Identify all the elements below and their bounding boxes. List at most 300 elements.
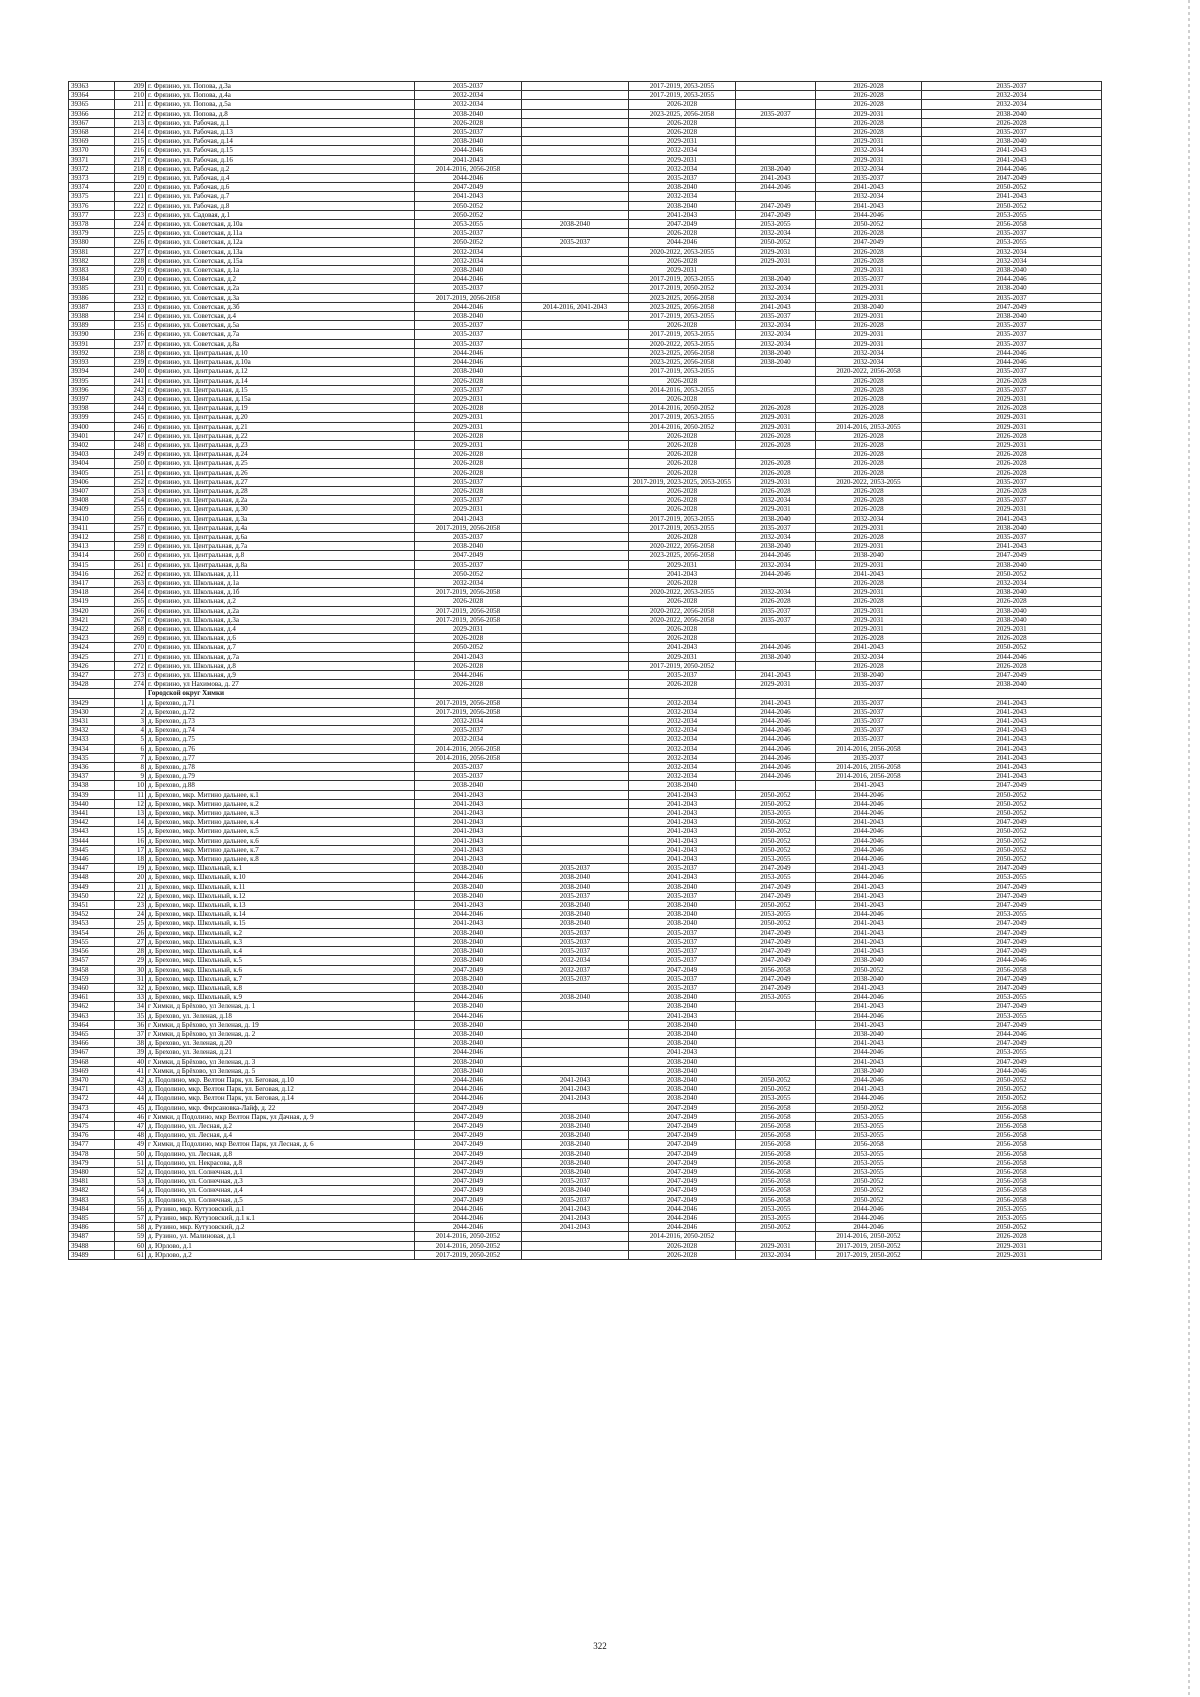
period-4: 2056-2058 [736,1121,816,1130]
period-2: 2038-2040 [522,1121,629,1130]
period-3: 2047-2049 [629,1103,736,1112]
period-3: 2035-2037 [629,864,736,873]
period-2 [522,91,629,100]
row-number: 13 [115,809,146,818]
period-2 [522,385,629,394]
table-row [69,1223,1102,1232]
address: г Химки, д Подолино, мкр Велтон Парк, ул Лесная, д. 6 [146,1140,415,1149]
period-1: 2035-2037 [415,496,522,505]
row-number: 2 [115,707,146,716]
period-2 [522,413,629,422]
period-3: 2023-2025, 2056-2058 [629,348,736,357]
period-2: 2038-2040 [522,1140,629,1149]
period-4: 2032-2034 [736,321,816,330]
period-3: 2017-2019, 2050-2052 [629,661,736,670]
period-2 [522,210,629,219]
period-5: 2029-2031 [816,284,922,293]
period-2: 2038-2040 [522,1131,629,1140]
period-3: 2017-2019, 2053-2055 [629,275,736,284]
period-2: 2038-2040 [522,1186,629,1195]
record-id: 39366 [69,109,115,118]
period-5: 2041-2043 [816,983,922,992]
period-1: 2014-2016, 2056-2058 [415,744,522,753]
period-5: 2044-2046 [816,836,922,845]
table-row [69,1029,1102,1038]
address: д. Подолино, ул. Солнечная, д.1 [146,1167,415,1176]
table-row [69,634,1102,643]
period-6: 2038-2040 [922,680,1102,689]
period-6: 2050-2052 [922,643,1102,652]
record-id: 39459 [69,974,115,983]
period-1: 2047-2049 [415,1121,522,1130]
period-1: 2026-2028 [415,450,522,459]
period-5: 2029-2031 [816,588,922,597]
period-4: 2053-2055 [736,809,816,818]
period-6: 2047-2049 [922,671,1102,680]
table-row [69,376,1102,385]
address: г. Фрязино, ул. Школьная, д.9 [146,671,415,680]
period-4 [736,1039,816,1048]
address: г. Фрязино, ул. Советская, д.5а [146,321,415,330]
record-id: 39371 [69,155,115,164]
address: г Химки, д Брёхово, ул Зеленая, д. 2 [146,1029,415,1038]
period-6: 2038-2040 [922,588,1102,597]
table-row [69,882,1102,891]
record-id: 39471 [69,1085,115,1094]
period-6: 2047-2049 [922,1020,1102,1029]
row-number [115,689,146,698]
period-4: 2044-2046 [736,726,816,735]
period-4: 2026-2028 [736,597,816,606]
address: г. Фрязино, ул. Советская, д.7а [146,330,415,339]
period-3: 2029-2031 [629,652,736,661]
address: г. Фрязино, ул. Центральная, д.20 [146,413,415,422]
record-id: 39478 [69,1149,115,1158]
period-3: 2041-2043 [629,836,736,845]
table-row [69,928,1102,937]
period-1: 2014-2016, 2056-2058 [415,164,522,173]
period-4: 2038-2040 [736,348,816,357]
period-3: 2047-2049 [629,1131,736,1140]
record-id: 39440 [69,799,115,808]
period-6: 2035-2037 [922,128,1102,137]
table-row [69,220,1102,229]
table-row [69,367,1102,376]
period-6: 2026-2028 [922,468,1102,477]
table-row [69,763,1102,772]
period-4 [736,661,816,670]
address: г. Фрязино, ул. Центральная, д.21 [146,422,415,431]
record-id: 39445 [69,845,115,854]
table-row [69,339,1102,348]
table-row [69,818,1102,827]
period-2 [522,440,629,449]
period-2 [522,606,629,615]
period-5: 2044-2046 [816,845,922,854]
period-1: 2047-2049 [415,183,522,192]
row-number: 57 [115,1213,146,1222]
period-1: 2038-2040 [415,542,522,551]
period-5: 2026-2028 [816,634,922,643]
table-row [69,440,1102,449]
table-row [69,864,1102,873]
period-4: 2050-2052 [736,836,816,845]
period-5: 2053-2055 [816,1158,922,1167]
address: д. Брехово, мкр. Школьный, к.8 [146,983,415,992]
period-1: 2047-2049 [415,1131,522,1140]
period-3: 2041-2043 [629,818,736,827]
period-5: 2041-2043 [816,864,922,873]
period-1: 2029-2031 [415,505,522,514]
period-1: 2035-2037 [415,726,522,735]
period-2 [522,256,629,265]
period-4: 2053-2055 [736,993,816,1002]
period-3: 2020-2022, 2056-2058 [629,542,736,551]
period-5: 2044-2046 [816,827,922,836]
table-row [69,201,1102,210]
address: г. Фрязино, ул. Школьная, д.2а [146,606,415,615]
period-4: 2026-2028 [736,404,816,413]
row-number: 232 [115,293,146,302]
address: д. Брехово, мкр. Школьный, к.15 [146,919,415,928]
period-1: 2038-2040 [415,1002,522,1011]
row-number: 48 [115,1131,146,1140]
table-row [69,744,1102,753]
period-4: 2035-2037 [736,312,816,321]
period-2: 2041-2043 [522,1085,629,1094]
period-3: 2020-2022, 2056-2058 [629,606,736,615]
period-1: 2038-2040 [415,1066,522,1075]
period-6: 2047-2049 [922,1057,1102,1066]
record-id: 39489 [69,1250,115,1259]
period-1: 2014-2016, 2050-2052 [415,1232,522,1241]
record-id: 39437 [69,772,115,781]
record-id: 39392 [69,348,115,357]
period-3: 2014-2016, 2050-2052 [629,404,736,413]
period-2 [522,726,629,735]
period-2 [522,717,629,726]
period-1: 2047-2049 [415,1140,522,1149]
table-row [69,238,1102,247]
period-4: 2050-2052 [736,790,816,799]
period-6: 2050-2052 [922,569,1102,578]
table-row [69,118,1102,127]
period-2 [522,671,629,680]
record-id: 39457 [69,956,115,965]
address: д. Брехово, д.75 [146,735,415,744]
period-6: 2047-2049 [922,1039,1102,1048]
period-1: 2026-2028 [415,661,522,670]
row-number: 273 [115,671,146,680]
record-id: 39432 [69,726,115,735]
period-6: 2053-2055 [922,873,1102,882]
period-6: 2032-2034 [922,91,1102,100]
period-6: 2041-2043 [922,146,1102,155]
row-number: 3 [115,717,146,726]
period-2 [522,284,629,293]
period-6: 2029-2031 [922,505,1102,514]
period-3: 2020-2022, 2053-2055 [629,339,736,348]
period-5: 2044-2046 [816,1213,922,1222]
table-row [69,100,1102,109]
period-2 [522,514,629,523]
period-1: 2044-2046 [415,146,522,155]
address: г. Фрязино, ул. Центральная, д.27 [146,477,415,486]
table-row [69,983,1102,992]
record-id: 39487 [69,1232,115,1241]
period-4: 2026-2028 [736,486,816,495]
record-id: 39378 [69,220,115,229]
period-3: 2026-2028 [629,1241,736,1250]
record-id: 39388 [69,312,115,321]
record-id: 39377 [69,210,115,219]
record-id: 39402 [69,440,115,449]
period-3: 2023-2025, 2056-2058 [629,302,736,311]
period-6: 2047-2049 [922,882,1102,891]
period-5: 2026-2028 [816,385,922,394]
row-number: 249 [115,450,146,459]
period-3: 2029-2031 [629,137,736,146]
period-1: 2050-2052 [415,210,522,219]
row-number: 231 [115,284,146,293]
period-6: 2056-2058 [922,1177,1102,1186]
period-5: 2026-2028 [816,459,922,468]
address: г. Фрязино, ул. Рабочая, д.4 [146,174,415,183]
row-number: 56 [115,1204,146,1213]
table-row [69,1057,1102,1066]
period-3: 2032-2034 [629,707,736,716]
period-3: 2038-2040 [629,919,736,928]
period-2 [522,523,629,532]
period-1: 2038-2040 [415,983,522,992]
row-number: 251 [115,468,146,477]
period-1: 2044-2046 [415,302,522,311]
period-5: 2032-2034 [816,652,922,661]
record-id: 39406 [69,477,115,486]
period-3: 2032-2034 [629,726,736,735]
period-2: 2035-2037 [522,947,629,956]
address: д. Подолино, ул. Лесная, д.2 [146,1121,415,1130]
period-2 [522,1011,629,1020]
period-1: 2044-2046 [415,358,522,367]
period-3: 2026-2028 [629,128,736,137]
record-id: 39395 [69,376,115,385]
record-id: 39451 [69,901,115,910]
record-id: 39472 [69,1094,115,1103]
period-5: 2026-2028 [816,578,922,587]
table-row [69,532,1102,541]
row-number: 28 [115,947,146,956]
period-1: 2038-2040 [415,137,522,146]
period-6: 2056-2058 [922,1121,1102,1130]
period-3: 2026-2028 [629,118,736,127]
row-number: 10 [115,781,146,790]
address: г. Фрязино, ул. Попова, д.3а [146,82,415,91]
period-3: 2032-2034 [629,698,736,707]
period-5: 2017-2019, 2050-2052 [816,1250,922,1259]
period-2: 2032-2037 [522,965,629,974]
period-1: 2014-2016, 2056-2058 [415,753,522,762]
record-id: 39449 [69,882,115,891]
period-5: 2017-2019, 2050-2052 [816,1241,922,1250]
period-5: 2041-2043 [816,183,922,192]
period-6: 2056-2058 [922,1112,1102,1121]
period-4: 2032-2034 [736,560,816,569]
period-3: 2041-2043 [629,845,736,854]
table-row [69,799,1102,808]
row-number: 34 [115,1002,146,1011]
row-number: 37 [115,1029,146,1038]
period-5: 2038-2040 [816,974,922,983]
period-4: 2029-2031 [736,477,816,486]
period-2 [522,155,629,164]
period-1: 2047-2049 [415,551,522,560]
table-row [69,873,1102,882]
period-6: 2056-2058 [922,1158,1102,1167]
table-row [69,726,1102,735]
period-5: 2026-2028 [816,413,922,422]
address: г. Фрязино, ул. Центральная, д.15 [146,385,415,394]
period-6: 2047-2049 [922,818,1102,827]
period-3: 2038-2040 [629,1020,736,1029]
period-6: 2041-2043 [922,735,1102,744]
period-1: 2044-2046 [415,1011,522,1020]
table-row [69,993,1102,1002]
period-4: 2047-2049 [736,983,816,992]
period-2 [522,183,629,192]
address: д. Брехово, мкр. Митино дальнее, к.2 [146,799,415,808]
address: г. Фрязино, ул. Школьная, д.8 [146,661,415,670]
period-2 [522,569,629,578]
period-3: 2017-2019, 2053-2055 [629,413,736,422]
period-4: 2029-2031 [736,680,816,689]
record-id: 39476 [69,1131,115,1140]
scan-edge [1188,0,1190,1697]
period-1: 2041-2043 [415,827,522,836]
period-3: 2032-2034 [629,735,736,744]
period-6: 2035-2037 [922,82,1102,91]
period-1: 2047-2049 [415,1158,522,1167]
period-5: 2029-2031 [816,330,922,339]
table-row [69,698,1102,707]
address: г. Фрязино, ул. Школьная, д.1б [146,588,415,597]
row-number: 220 [115,183,146,192]
period-4: 2044-2046 [736,569,816,578]
period-2 [522,358,629,367]
period-2: 2038-2040 [522,1158,629,1167]
address: г Химки, д Брёхово, ул Зеленая, д. 5 [146,1066,415,1075]
address: д. Брехово, мкр. Школьный, к.9 [146,993,415,1002]
period-6: 2026-2028 [922,486,1102,495]
period-6: 2026-2028 [922,459,1102,468]
period-3: 2026-2028 [629,496,736,505]
period-4: 2044-2046 [736,717,816,726]
period-5: 2044-2046 [816,799,922,808]
table-row [69,1186,1102,1195]
period-4: 2047-2049 [736,947,816,956]
row-number: 221 [115,192,146,201]
period-4: 2026-2028 [736,440,816,449]
period-1: 2047-2049 [415,1186,522,1195]
period-3: 2026-2028 [629,256,736,265]
address: д. Брехово, д.71 [146,698,415,707]
period-4 [736,1048,816,1057]
period-3: 2032-2034 [629,772,736,781]
period-5: 2029-2031 [816,312,922,321]
table-row [69,680,1102,689]
address: д. Брехово, мкр. Митино дальнее, к.6 [146,836,415,845]
period-1: 2029-2031 [415,624,522,633]
table-row [69,275,1102,284]
period-5: 2053-2055 [816,1131,922,1140]
address: г. Фрязино, ул. Школьная, д.4 [146,624,415,633]
table-row [69,790,1102,799]
address: д. Подолино, мкр. Велтон Парк, ул. Беговая, д.12 [146,1085,415,1094]
period-2 [522,1039,629,1048]
period-5: 2026-2028 [816,247,922,256]
row-number: 237 [115,339,146,348]
table-row [69,174,1102,183]
period-3: 2026-2028 [629,1250,736,1259]
period-3: 2041-2043 [629,873,736,882]
period-5: 2014-2016, 2056-2058 [816,744,922,753]
row-number: 53 [115,1177,146,1186]
record-id: 39386 [69,293,115,302]
period-2: 2035-2037 [522,928,629,937]
address: г. Фрязино, ул. Советская, д.3а [146,293,415,302]
period-2: 2035-2037 [522,937,629,946]
period-3: 2035-2037 [629,671,736,680]
period-6: 2050-2052 [922,855,1102,864]
table-row [69,1048,1102,1057]
row-number: 43 [115,1085,146,1094]
period-3: 2014-2016, 2053-2055 [629,385,736,394]
table-row [69,256,1102,265]
record-id: 39405 [69,468,115,477]
row-number: 239 [115,358,146,367]
period-4: 2032-2034 [736,330,816,339]
period-3: 2017-2019, 2053-2055 [629,523,736,532]
period-2 [522,744,629,753]
address: д. Брехово, д.78 [146,763,415,772]
period-6: 2050-2052 [922,183,1102,192]
row-number: 274 [115,680,146,689]
address: г. Фрязино, ул. Центральная, д.23 [146,440,415,449]
period-4: 2041-2043 [736,698,816,707]
address: г. Фрязино, ул. Рабочая, д.7 [146,192,415,201]
period-5: 2029-2031 [816,624,922,633]
period-4: 2047-2049 [736,956,816,965]
period-4 [736,118,816,127]
period-2 [522,827,629,836]
address: г. Фрязино, ул. Рабочая, д.13 [146,128,415,137]
period-2: 2038-2040 [522,1112,629,1121]
period-3: 2041-2043 [629,1011,736,1020]
record-id: 39401 [69,431,115,440]
period-2 [522,348,629,357]
period-4: 2053-2055 [736,873,816,882]
record-id: 39425 [69,652,115,661]
period-3: 2026-2028 [629,376,736,385]
period-6: 2047-2049 [922,901,1102,910]
period-2 [522,394,629,403]
record-id: 39433 [69,735,115,744]
period-4 [736,91,816,100]
record-id: 39384 [69,275,115,284]
period-3: 2026-2028 [629,680,736,689]
period-4 [736,376,816,385]
address: д. Подолино, ул. Солнечная, д.3 [146,1177,415,1186]
